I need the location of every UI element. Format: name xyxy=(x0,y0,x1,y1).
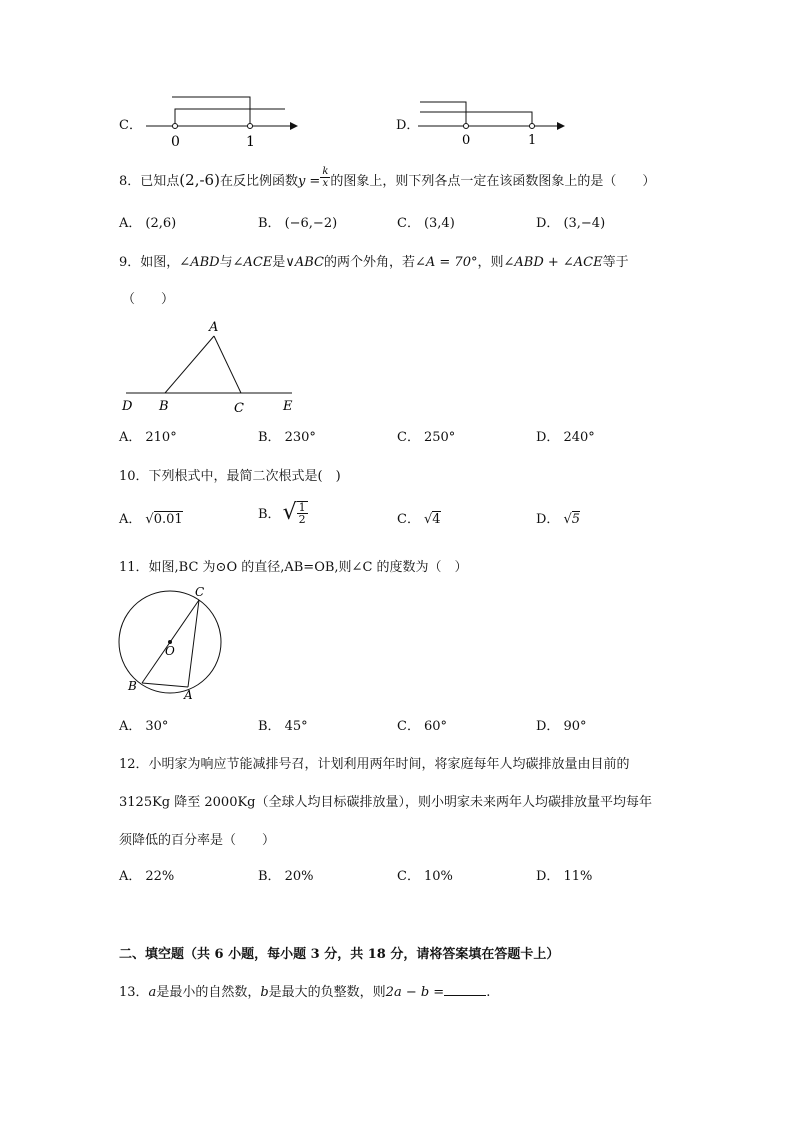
q9-label-a: A xyxy=(209,320,219,335)
q12-line1: 12．小明家为响应节能减排号召，计划利用两年时间，将家庭每年人均碳排放量由目前的 xyxy=(119,757,630,772)
q11-circle-figure xyxy=(112,582,232,706)
q12-line3: 须降低的百分率是（ ） xyxy=(119,833,276,848)
q9-option-b[interactable]: B． 230° xyxy=(258,430,316,445)
q8-func-fraction xyxy=(320,166,330,189)
q11-label-c: C xyxy=(195,585,205,599)
q7-d-point-one xyxy=(530,124,535,129)
q8-point: (2,-6) xyxy=(179,171,220,189)
q13-var-a: a xyxy=(148,985,157,1000)
q11-option-b[interactable]: B． 45° xyxy=(258,719,308,734)
q7-option-c-label: C． xyxy=(119,118,142,133)
sqrt-icon: √ xyxy=(145,512,154,527)
q7-option-c-numberline xyxy=(140,92,310,154)
q11-label-a: A xyxy=(184,688,193,702)
sqrt-icon: √ xyxy=(423,512,433,527)
q7-d-one-label: 1 xyxy=(528,133,537,148)
q7-c-point-one xyxy=(248,124,253,129)
q12-option-d[interactable]: D． 11% xyxy=(536,869,593,884)
q9-sum: ∠ABD + ∠ACE xyxy=(503,255,603,270)
q11-option-d[interactable]: D． 90° xyxy=(536,719,587,734)
q12-option-b[interactable]: B． 20% xyxy=(258,869,314,884)
q8-text-c: 的图象上，则下列各点一定在该函数图象上的是（ ） xyxy=(330,174,656,189)
q9-triangle-figure xyxy=(112,316,312,416)
q9-angle-abd: ∠ABD xyxy=(179,255,220,270)
q11-label-b: B xyxy=(128,679,137,693)
q13-answer-blank[interactable] xyxy=(444,983,486,996)
q12-option-a[interactable]: A． 22% xyxy=(119,869,175,884)
q13-stem: 13．a是最小的自然数，b是最大的负整数，则2a − b = . xyxy=(119,985,491,1000)
q13-var-b: b xyxy=(260,985,269,1000)
q10-option-b[interactable]: B．√ $\frac{1}{2}$ xyxy=(258,500,306,526)
q9-label-b: B xyxy=(159,399,169,414)
q8-option-b[interactable]: B． (−6,−2) xyxy=(258,216,338,231)
q9-option-d[interactable]: D． 240° xyxy=(536,430,595,445)
q9-option-c[interactable]: C． 250° xyxy=(397,430,456,445)
q7-c-one-label: 1 xyxy=(246,134,255,150)
q8-option-d[interactable]: D． (3,−4) xyxy=(536,216,606,231)
q13-expression: 2a − b = xyxy=(385,985,445,1000)
q8-func-lhs: y = xyxy=(297,174,321,189)
q9-label-c: C xyxy=(234,401,244,416)
q7-c-zero-label: 0 xyxy=(171,134,180,150)
q12-option-c[interactable]: C． 10% xyxy=(397,869,453,884)
q10-stem: 10．下列根式中，最简二次根式是( ) xyxy=(119,469,341,484)
q8-option-a[interactable]: A． (2,6) xyxy=(119,216,177,231)
q9-stem: 9．如图，∠ABD与∠ACE是∨ABC的两个外角，若∠A = 70°，则∠ABD + ∠ACE等于 xyxy=(119,255,629,270)
q9-label-d: D xyxy=(122,399,133,414)
q8-number: 8． xyxy=(119,174,141,189)
q7-d-zero-label: 0 xyxy=(462,133,471,148)
section-heading: 二、填空题（共 6 小题，每小题 3 分，共 18 分，请将答案填在答题卡上） xyxy=(119,947,560,962)
q9-angle-ace: ∠ACE xyxy=(232,255,273,270)
q8-stem xyxy=(119,166,656,189)
q8-func-num: k xyxy=(322,166,329,177)
sqrt-icon: √ xyxy=(563,512,572,527)
q11-option-a[interactable]: A． 30° xyxy=(119,719,169,734)
q8-func-den: x xyxy=(322,178,329,189)
q11-label-o: O xyxy=(165,644,175,658)
q11-option-c[interactable]: C． 60° xyxy=(397,719,447,734)
q9-option-a[interactable]: A． 210° xyxy=(119,430,177,445)
q9-label-e: E xyxy=(283,399,293,414)
q8-option-c[interactable]: C． (3,4) xyxy=(397,216,455,231)
q10-option-d[interactable]: D． √5 xyxy=(536,512,581,527)
q9-angle-a: ∠A = 70° xyxy=(414,255,478,270)
q8-text-b: 在反比例函数 xyxy=(219,174,298,189)
q10-option-c[interactable]: C． √4 xyxy=(397,512,441,527)
q10-b-fraction: $\frac{1}{2}$ xyxy=(298,500,306,526)
q7-option-d-numberline xyxy=(412,92,572,154)
q7-c-point-zero xyxy=(173,124,178,129)
q7-option-d-label: D． xyxy=(396,118,420,133)
q9-triangle: ∨ABC xyxy=(285,255,324,270)
q8-text-a: 已知点 xyxy=(140,174,180,189)
q12-line2: 3125Kg 降至 2000Kg（全球人均目标碳排放量），则小明家未来两年人均碳排放量平均每年 xyxy=(119,795,653,810)
q9-paren: （ ） xyxy=(122,292,175,307)
q7-d-point-zero xyxy=(464,124,469,129)
sqrt-icon: √ xyxy=(282,500,297,525)
q11-stem: 11．如图,BC 为⊙O 的直径,AB=OB,则∠C 的度数为（ ） xyxy=(119,560,468,575)
q10-option-a[interactable]: A． √0.01 xyxy=(119,512,183,527)
